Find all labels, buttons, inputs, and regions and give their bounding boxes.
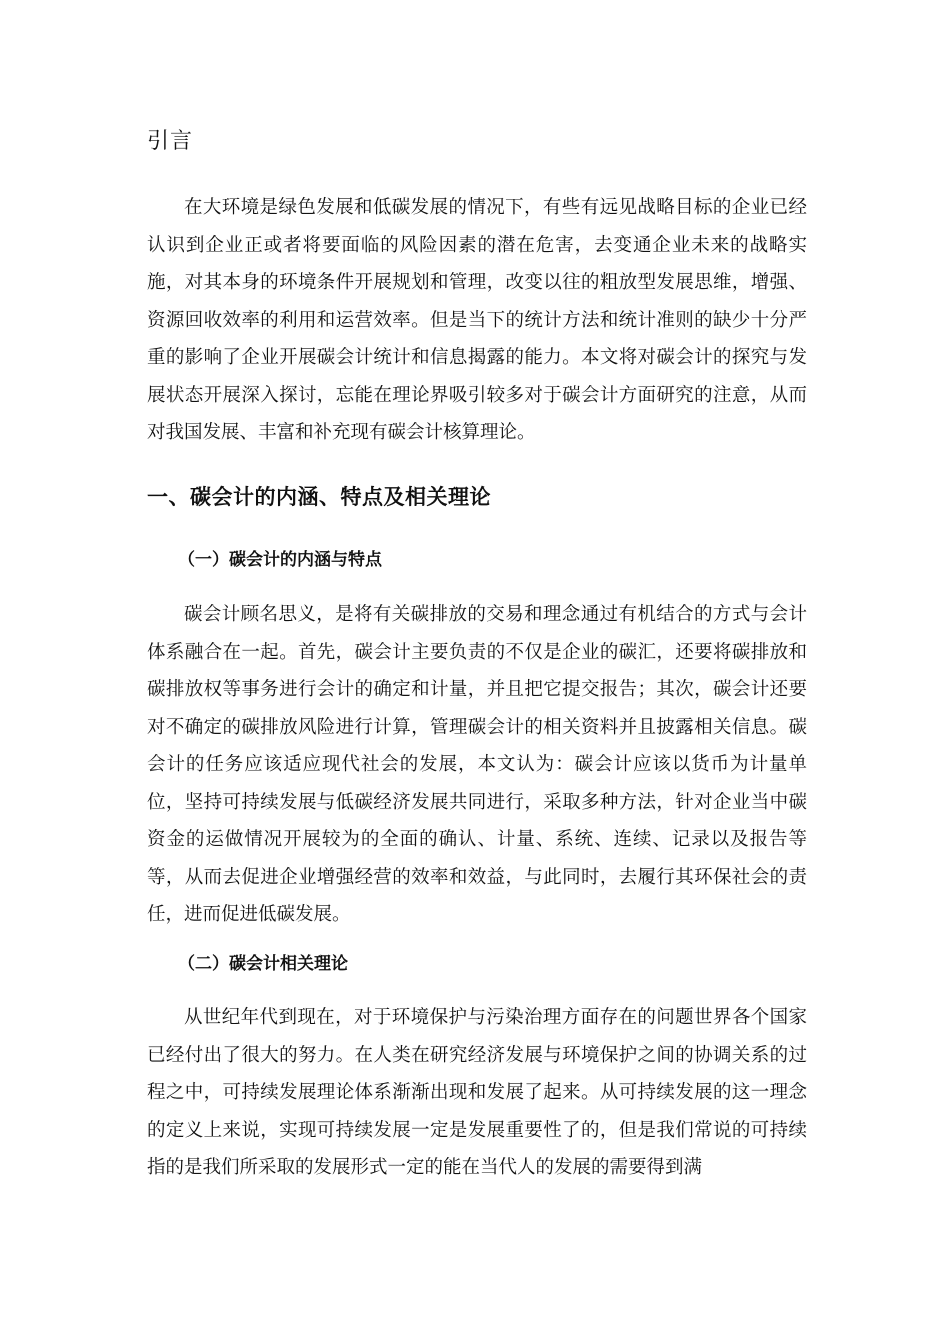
subsection-heading-1: （一）碳会计的内涵与特点: [178, 550, 382, 570]
subsection-heading-2: （二）碳会计相关理论: [178, 954, 348, 974]
subsection-1-paragraph: 碳会计顾名思义，是将有关碳排放的交易和理念通过有机结合的方式与会计体系融合在一起。首先，碳会计主要负责的不仅是企业的碳汇，还要将碳排放和碳排放权等事务进行会计的确定和计量，并且把它提交报告；其次，碳会计还要对不确定的碳排放风险进行计算，管理碳会计的相关资料并且披露相关信息。碳会计的任务应该适应现代社会的发展，本文认为：碳会计应该以货币为计量单位，坚持可持续发展与低碳经济发展共同进行，采取多种方法，针对企业当中碳资金的运做情况开展较为的全面的确认、计量、系统、连续、记录以及报告等等，从而去促进企业增强经营的效率和效益，与此同时，去履行其环保社会的责任，进而促进低碳发展。: [147, 604, 807, 925]
section-heading: 一、碳会计的内涵、特点及相关理论: [147, 485, 491, 509]
intro-paragraph: 在大环境是绿色发展和低碳发展的情况下，有些有远见战略目标的企业已经认识到企业正或者将要面临的风险因素的潜在危害，去变通企业未来的战略实施，对其本身的环境条件开展规划和管理，改变以往的粗放型发展思维，增强、资源回收效率的利用和运营效率。但是当下的统计方法和统计准则的缺少十分严重的影响了企业开展碳会计统计和信息揭露的能力。本文将对碳会计的探究与发展状态开展深入探讨，忘能在理论界吸引较多对于碳会计方面研究的注意，从而对我国发展、丰富和补充现有碳会计核算理论。: [147, 197, 807, 443]
intro-heading: 引言: [147, 129, 194, 154]
subsection-2-paragraph: 从世纪年代到现在，对于环境保护与污染治理方面存在的问题世界各个国家已经付出了很大的努力。在人类在研究经济发展与环境保护之间的协调关系的过程之中，可持续发展理论体系渐渐出现和发展了起来。从可持续发展的这一理念的定义上来说，实现可持续发展一定是发展重要性了的，但是我们常说的可持续指的是我们所采取的发展形式一定的能在当代人的发展的需要得到满: [147, 1007, 807, 1178]
